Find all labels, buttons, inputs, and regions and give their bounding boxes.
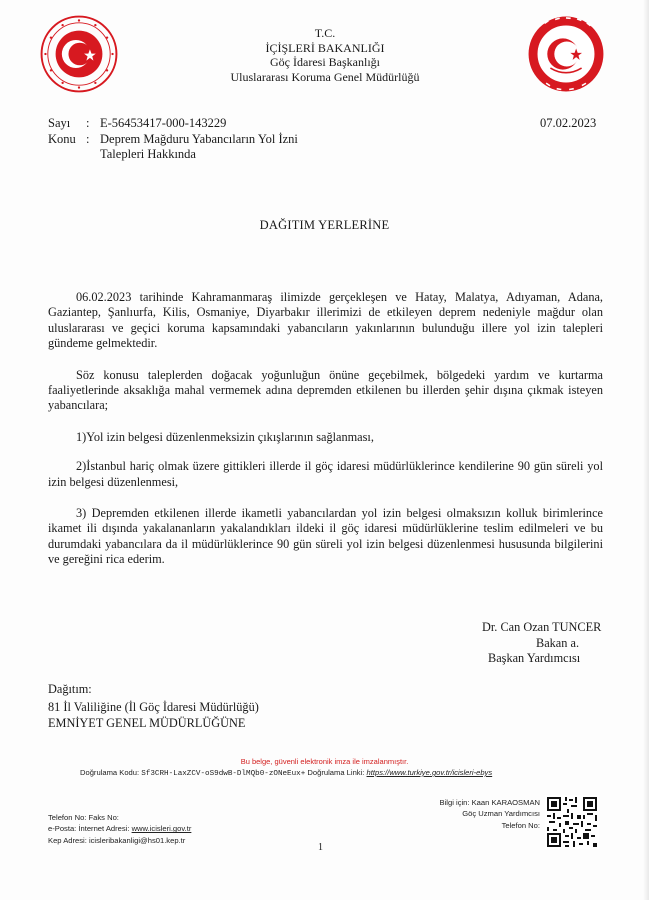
email-label: e-Posta: İnternet Adresi: bbox=[48, 824, 132, 834]
verification-line bbox=[80, 768, 492, 778]
header-line-directorate: Uluslararası Koruma Genel Müdürlüğü bbox=[230, 69, 420, 84]
document-meta bbox=[48, 116, 298, 163]
distribution-label: Dağıtım: bbox=[48, 682, 92, 696]
header-line-ministry: İÇİŞLERİ BAKANLIĞI bbox=[265, 40, 385, 55]
sayi-separator: : bbox=[86, 116, 90, 130]
distribution-item: 81 İl Valiliğine (İl Göç İdaresi Müdürlüğü) bbox=[48, 700, 259, 715]
paragraph-item-3: 3) Depremden etkilenen illerde ikametli yabancılardan yol izin belgesi olmaksızın kolluk birimlerince ikamet ili dışında yakalananların yakalandıkları ildeki il göç idaresi müdürlüklerine teslim edilmeleri ve bu durumdaki yabancılara da il müdürlüklerince 90 gün süreli yol izin belgesi düzenlenmesi hususunda bilgilerini ve gereğini rica ederim. bbox=[48, 506, 603, 567]
ministry-seal-icon bbox=[40, 15, 118, 93]
verification-link-label: Doğrulama Linki: bbox=[307, 768, 365, 777]
konu-label: Konu bbox=[48, 131, 76, 146]
kep-address: Kep Adresi: icisleribakanligi@hs01.kep.tr bbox=[48, 835, 186, 845]
contact-info bbox=[48, 812, 191, 846]
sayi-row bbox=[48, 116, 298, 132]
distribution-list bbox=[48, 682, 259, 731]
distribution-title: DAĞITIM YERLERİNE bbox=[259, 218, 390, 232]
qr-code-icon bbox=[545, 795, 599, 849]
info-phone: Telefon No: bbox=[501, 820, 540, 830]
konu-row bbox=[48, 132, 298, 148]
verification-link[interactable]: https://www.turkiye.gov.tr/icisleri-ebys bbox=[366, 768, 493, 777]
phone-fax: Telefon No: Faks No: bbox=[48, 813, 119, 822]
distribution-item: EMNİYET GENEL MÜDÜRLÜĞÜNE bbox=[48, 715, 246, 730]
letterhead bbox=[175, 26, 475, 84]
konu-value-line2: Talepleri Hakkında bbox=[100, 147, 196, 161]
signatory-name: Dr. Can Ozan TUNCER bbox=[482, 620, 602, 634]
verification-code-label: Doğrulama Kodu: bbox=[80, 768, 140, 777]
esign-notice: Bu belge, güvenli elektronik imza ile imzalanmıştır. bbox=[240, 757, 409, 766]
paragraph-intro: 06.02.2023 tarihinde Kahramanmaraş ilimizde gerçekleşen ve Hatay, Malatya, Adıyaman, Adana, Gaziantep, Şanlıurfa, Kilis, Osmaniye, Diyarbakır illerimizi de etkileyen deprem nedeniyle mağdur olan uluslararası ve geçici koruma kapsamındaki yabancıların yakınlarının bulunduğu illere yol izin talepleri gündeme gelmektedir. bbox=[48, 290, 603, 351]
document-date: 07.02.2023 bbox=[540, 116, 597, 130]
info-person: Bilgi için: Kaan KARAOSMAN bbox=[439, 798, 540, 807]
paragraph-item-1: 1)Yol izin belgesi düzenlenmeksizin çıkışlarının sağlanması, bbox=[76, 429, 374, 444]
sayi-value: E-56453417-000-143229 bbox=[100, 116, 227, 130]
konu-separator: : bbox=[86, 131, 90, 146]
signatory-authority: Bakan a. bbox=[536, 635, 580, 650]
signature-block bbox=[420, 620, 620, 667]
sayi-label: Sayı bbox=[48, 116, 71, 130]
email-web-row bbox=[48, 823, 191, 834]
website-link[interactable]: www.icisleri.gov.tr bbox=[131, 824, 192, 834]
letter-body bbox=[48, 290, 603, 584]
verification-code: Sf3CRH-LaxZCV-oS9dwB-DlMQb0-zONeEux+ bbox=[141, 770, 306, 778]
info-contact bbox=[400, 797, 540, 831]
goc-idaresi-seal-icon bbox=[527, 15, 605, 93]
paragraph-item-2: 2)İstanbul hariç olmak üzere gittikleri illerde il göç idaresi müdürlüklerince kendilerine 90 gün süreli yol izin belgesi düzenlenmesi, bbox=[48, 459, 603, 489]
header-line-presidency: Göç İdaresi Başkanlığı bbox=[270, 55, 380, 69]
header-line-tc: T.C. bbox=[314, 26, 336, 40]
page-number: 1 bbox=[318, 842, 323, 853]
konu-value-line1: Deprem Mağduru Yabancıların Yol İzni bbox=[100, 131, 298, 146]
info-title: Göç Uzman Yardımcısı bbox=[462, 809, 540, 819]
paragraph-request: Söz konusu taleplerden doğacak yoğunluğun önüne geçebilmek, bölgedeki yardım ve kurtarma faaliyetlerinde aksaklığa mahal vermemek adına depremden etkilenen bu illerden şehir dışına çıkmak isteyen yabancılara; bbox=[48, 367, 603, 413]
signatory-title: Başkan Yardımcısı bbox=[488, 651, 581, 665]
